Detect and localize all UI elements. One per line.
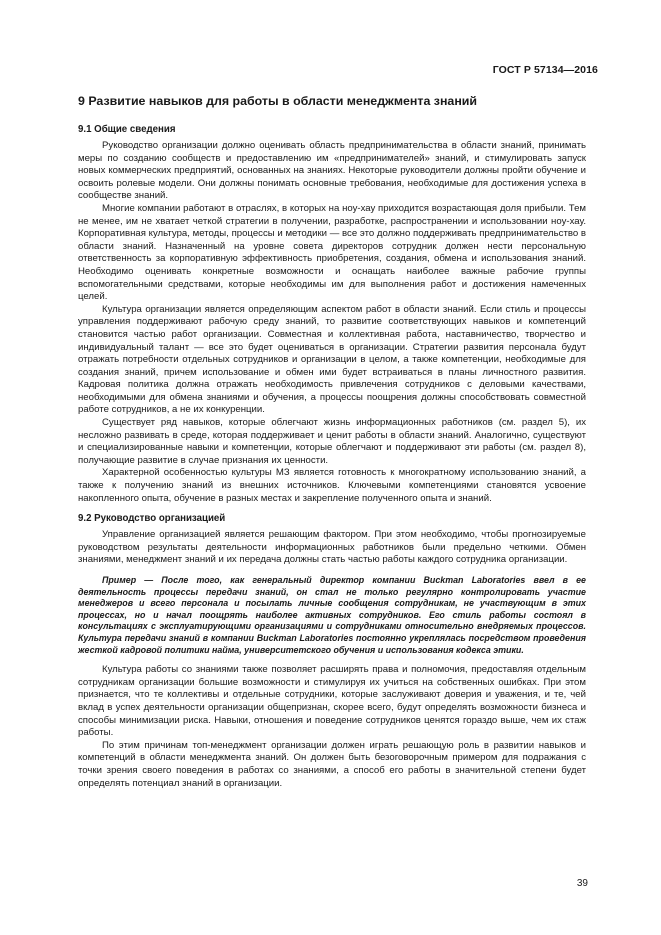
subsection-title-management: 9.2 Руководство организацией (78, 513, 226, 525)
paragraph: Руководство организации должно оценивать область предпринимательства в области знаний, принимать меры по созданию сообществ и предоставлению им «предпринимателей» знаний, и стимулировать запуск новых коммерческих предприятий, основанных на знаниях. Некоторые руководители должны пройти обучение и освоить ролевые модели. Они должны понимать основные требования, необходимые для достижения успеха в сообществе знаний. (78, 140, 586, 202)
paragraph: По этим причинам топ-менеджмент организации должен играть решающую роль в развитии навыков и компетенций в области менеджмента знаний. Он должен быть безоговорочным примером для подражания с точки зрения своего поведения в работах со знаниями, а способ его работы в значительной степени будет определять потенциал знаний в организации. (78, 739, 586, 789)
section-title: 9 Развитие навыков для работы в области менеджмента знаний (78, 94, 478, 108)
page-content (78, 94, 586, 790)
paragraph: Существует ряд навыков, которые облегчают жизнь информационных работников (см. раздел 5), их несложно развивать в среде, которая поддерживает и ценит работы в области знаний. Аналогично, существуют и специализированные навыки и компетенции, которые облегчают и поддерживают эти работы (см. раздел 8), получающие развитие в случае признания их ценности. (78, 417, 586, 466)
example-note: Пример — После того, как генеральный директор компании Buckman Laboratories ввел в ее деятельность процессы передачи знаний, он стал не только регулярно контролировать участие менеджеров и всего персонала и посылать личные сообщения сотрудникам, не участвующим в этих процессах, но и начал поощрять наиболее активных сотрудников. Его стиль работы состоял в консультациях с эксплуатирующими организациями и сотрудниками относительно внедряемых процессов. Культура передачи знаний в компании Buckman Laboratories постоянно укреплялась посредством проведения жесткой кадровой политики найма, университетского обучения и использования кодекса этики. (78, 575, 586, 655)
subsection-title-general: 9.1 Общие сведения (78, 124, 176, 135)
paragraph: Управление организацией является решающим фактором. При этом необходимо, чтобы прогнозируемые руководством результаты деятельности информационных работников были предельно четкими. Обмен знаниями, менеджмент знаний и их передача должны стать частью работы каждого сотрудника организации. (78, 529, 586, 566)
paragraph: Характерной особенностью культуры МЗ является готовность к многократному использованию знаний, а также к получению знаний из внешних источников. Ключевыми компетенциями становятся усвоение накопленного опыта, обучение в разных местах и закрепление полученного опыта и знаний. (78, 467, 586, 504)
paragraph: Многие компании работают в отраслях, в которых на ноу-хау приходится возрастающая доля прибыли. Тем не менее, им не хватает четкой стратегии в получении, разработке, распространении и использовании ноу-хау. Корпоративная культура, методы, процессы и методики — все это должно поддерживать предпринимательство в области знаний. Назначенный на уровне совета директоров сотрудник должен нести персональную ответственность за корпоративную эффективность приобретения, создания, обмена и использования знаний. Необходимо оценивать конкретные возможности и оснащать наиболее важные рабочие группы вспомогательными средствами, которые необходимы им для выполнения работ и достижения намеченных целей. (78, 202, 586, 303)
standard-code: ГОСТ Р 57134—2016 (492, 64, 598, 76)
paragraph: Культура организации является определяющим аспектом работ в области знаний. Если стиль и процессы управления поддерживают рабочую среду знаний, то развитие соответствующих навыков и компетенций становится частью работ организации. Совместная и коллективная работа, наставничество, творчество и индивидуальный талант — все это будет оцениваться в организации. Стратегии развития персонала будут отражать потребности отдельных сотрудников и организации в целом, а также компетенции, необходимые для создания знаний, причем использование и обмен ими будет встраиваться в планы личностного развития. Кадровая политика должна отражать необходимость привлечения сотрудников с деловыми качествами, необходимыми для обмена знаниями и обучения, а процессы поощрения должны способствовать совместной работе сотрудников, а не их конкуренции. (78, 303, 586, 416)
paragraph: Культура работы со знаниями также позволяет расширять права и полномочия, предоставляя отдельным сотрудникам организации большие возможности и стимулируя их учиться на собственных ошибках. При этом признается, что те коллективы и отдельные сотрудники, которые заслуживают доверия и уважения, и те, чей вклад в успех деятельности организации общепризнан, скорее всего, будут определять возможности бизнеса и способы минимизации риска. Навыки, отношения и поведение сотрудников ценятся гораздо выше, чем их стаж работы. (78, 664, 586, 739)
page-number: 39 (576, 878, 588, 889)
